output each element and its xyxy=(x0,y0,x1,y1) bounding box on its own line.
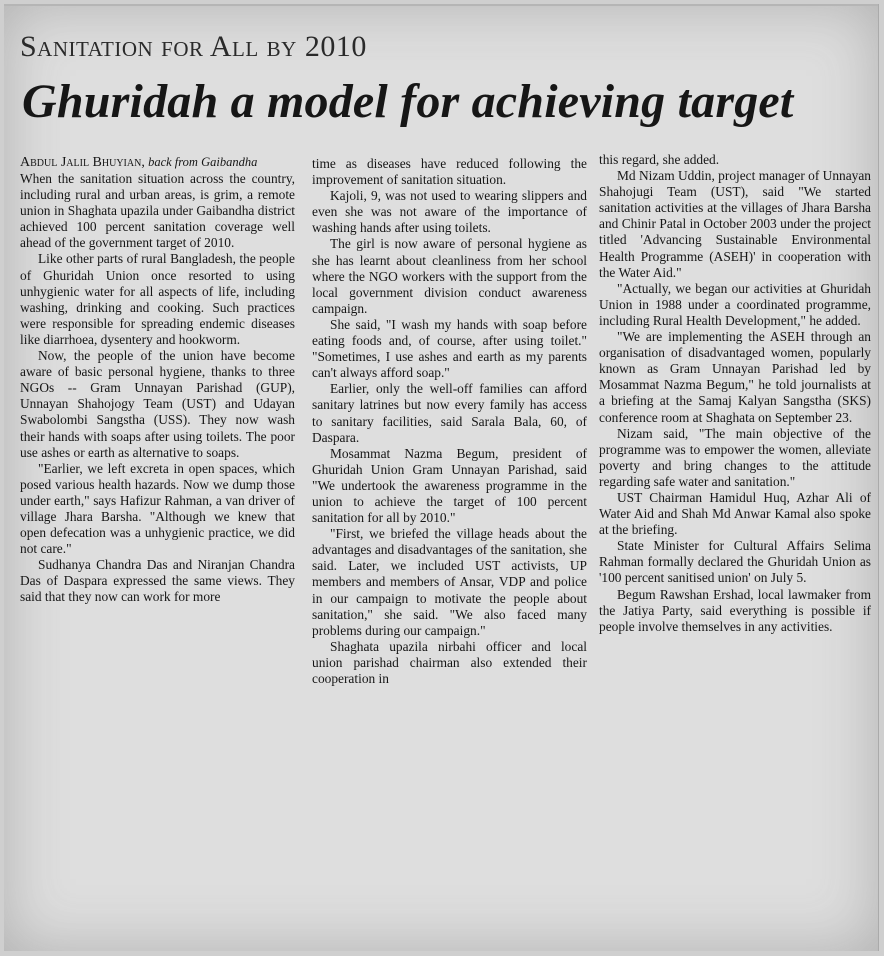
paragraph: Mosammat Nazma Begum, president of Ghuridah Union Gram Unnayan Parishad, said "We undertook the awareness programme in the union to achieve the target of 100 percent sanitation for all by 2010." xyxy=(312,445,587,526)
byline-author: Abdul Jalil Bhuyian, xyxy=(20,155,145,170)
paragraph: The girl is now aware of personal hygiene as she has learnt about cleanliness from her school where the NGO workers with the support from the local government division conduct awareness campaign. xyxy=(312,236,587,316)
paragraph: "Earlier, we left excreta in open spaces, which posed various health hazards. Now we dump those under earth," says Hafizur Rahman, a van driver of village Jhara Barsha. "Although we knew that open defecation was a unhygienic practice, we did not care." xyxy=(20,460,295,557)
article-column-3 xyxy=(599,152,871,952)
paragraph: When the sanitation situation across the country, including rural and urban areas, is grim, a remote union in Shaghata upazila under Gaibandha district achieved 100 percent sanitation coverage well ahead of the government target of 2010. xyxy=(20,171,295,251)
paragraph: Kajoli, 9, was not used to wearing slippers and even she was not aware of the importance of washing hands after using toilets. xyxy=(312,188,587,236)
paragraph: Md Nizam Uddin, project manager of Unnayan Shahojugi Team (UST), said "We started sanitation activities at the villages of Jhara Barsha and Chinir Patal in October 2003 under the project titled 'Advancing Sustainable Environmental Health Programme (ASEH)' in cooperation with the Water Aid." xyxy=(599,168,871,280)
paragraph: "Actually, we began our activities at Ghuridah Union in 1988 under a coordinated programme, including Rural Health Development," he added. xyxy=(599,280,871,328)
paragraph: Now, the people of the union have become aware of basic personal hygiene, thanks to three NGOs -- Gram Unnayan Parishad (GUP), Unnayan Shahojogy Team (UST) and Udayan Swabolombi Sangstha (USS). They now wash their hands with soaps after using toilets. The poor use ashes or earth as alternative to soaps. xyxy=(20,348,295,460)
article-column-2 xyxy=(312,156,587,956)
newspaper-clipping xyxy=(4,4,879,951)
byline-location: back from Gaibandha xyxy=(148,155,258,169)
article-headline: Ghuridah a model for achieving target xyxy=(22,75,794,128)
paragraph: Earlier, only the well-off families can afford sanitary latrines but now every family has access to sanitary facilities, said Sarala Bala, 60, of Daspara. xyxy=(312,381,587,445)
paragraph: "We are implementing the ASEH through an organisation of disadvantaged women, popularly known as Gram Unnayan Parishad led by Mosammat Nazma Begum," he told journalists at a briefing at the Samaj Kalyan Sangstha (SKS) conference room at Shaghata on September 23. xyxy=(599,329,871,425)
paragraph: State Minister for Cultural Affairs Selima Rahman formally declared the Ghuridah Union as '100 percent sanitised union' on July 5. xyxy=(599,538,871,586)
paragraph: Shaghata upazila nirbahi officer and local union parishad chairman also extended their cooperation in xyxy=(312,638,587,686)
paragraph: Nizam said, "The main objective of the programme was to empower the women, alleviate poverty and bring changes to the attitude regarding safe water and sanitation." xyxy=(599,425,871,489)
article-kicker: Sanitation for All by 2010 xyxy=(20,30,367,63)
paragraph: She said, "I wash my hands with soap before eating foods and, of course, after using toilet." "Sometimes, I use ashes and earth as my parents can't always afford soap." xyxy=(312,316,587,381)
paragraph: time as diseases have reduced following the improvement of sanitation situation. xyxy=(312,156,587,188)
article-column-1 xyxy=(20,154,295,954)
paragraph: Sudhanya Chandra Das and Niranjan Chandra Das of Daspara expressed the same views. They said that they now can work for more xyxy=(20,557,295,605)
paragraph: UST Chairman Hamidul Huq, Azhar Ali of Water Aid and Shah Md Anwar Kamal also spoke at the briefing. xyxy=(599,489,871,538)
byline xyxy=(20,154,295,171)
paragraph: "First, we briefed the village heads about the advantages and disadvantages of the sanitation, she said. Later, we included UST activists, UP members and members of Ansar, VDP and police in our campaign to motivate the people about sanitation," she said. "We also faced many problems during our campaign." xyxy=(312,526,587,638)
top-rule xyxy=(4,4,878,6)
paragraph: Begum Rawshan Ershad, local lawmaker from the Jatiya Party, said everything is possible if people involve themselves in any activities. xyxy=(599,586,871,634)
paragraph: this regard, she added. xyxy=(599,152,720,167)
paragraph: Like other parts of rural Bangladesh, the people of Ghuridah Union once resorted to using unhygienic water for all aspects of life, including washing, drinking and cooking. Such practices were responsible for spreading endemic diseases like diarrhoea, dysentery and hookworm. xyxy=(20,251,295,347)
